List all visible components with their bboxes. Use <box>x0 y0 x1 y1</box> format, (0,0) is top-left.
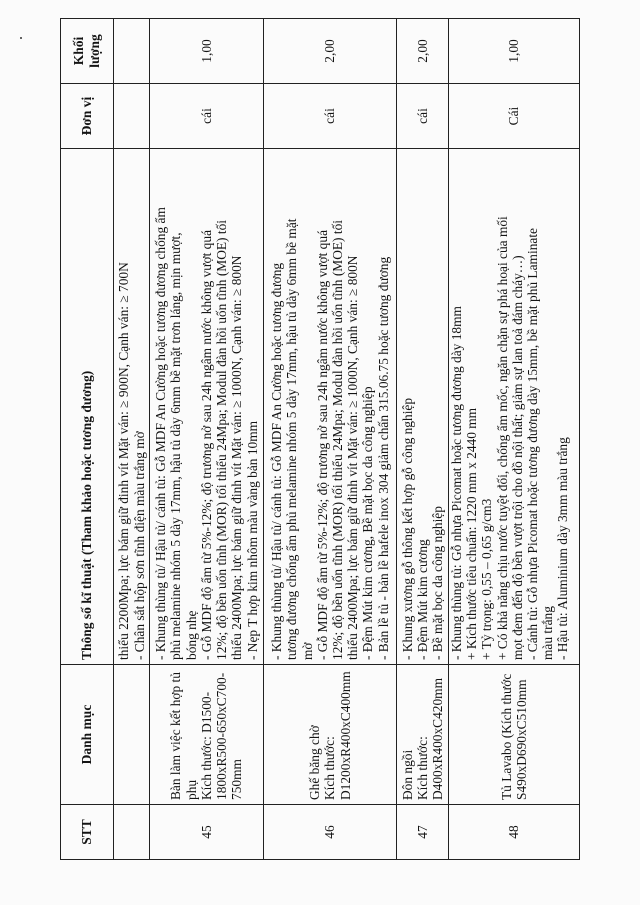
row-spec-line: - Bề mặt bọc da công nghiệp <box>430 506 446 660</box>
row-unit: Cái <box>449 84 580 149</box>
row-name-line: S490xD690xC510mm <box>514 679 529 800</box>
row-spec-line: + Có khả năng chịu nước tuyệt đối, chống ẩm mốc, ngăn chặn sự phá hoại của mối <box>494 216 510 660</box>
row-name-line: phụ <box>183 779 199 800</box>
row-spec-line: - Bản lề tủ - bản lề hafele inox 304 giảm chấn 315.06.75 hoặc tương đương <box>375 256 391 660</box>
row-spec-line: - Đệm Mút kim cương <box>414 539 430 660</box>
row-spec-line: tương đương chống ẩm phủ melamine nhóm 5 dày 17mm, hậu tủ dày 6mm bề mặt <box>284 218 300 660</box>
row-spec-line: phủ melamine nhóm 5 dày 17mm, hậu tủ dày 6mm bề mặt trơn láng, mịn mượt, <box>168 232 184 660</box>
row-spec-line: thiểu 2400Mpa; lực bám giữ đinh vít Mặt ván: ≥ 1000N, Cạnh ván: ≥ 800N <box>345 255 361 660</box>
row-unit: cái <box>397 84 449 149</box>
table-row-48 <box>449 19 580 860</box>
table-row-46 <box>264 19 397 860</box>
row-spec-cell <box>150 149 264 665</box>
row-spec-line: bóng nhẹ <box>183 610 199 660</box>
row-name-line: Kích thước: <box>322 736 338 800</box>
row-name-line: Kích thước: <box>414 736 430 800</box>
row-spec-line: 12%; độ bền uốn tĩnh (MOR) tối thiểu 24Mpa; Modul đàn hồi uốn tĩnh (MOE) tối <box>330 219 345 660</box>
spec-table <box>60 18 580 860</box>
continuation-spec-line: - Chân sắt hộp sơn tĩnh điện màu trắng mờ <box>131 431 147 660</box>
continuation-spec-line: thiểu 2200Mpa; lực bám giữ đinh vít Mặt ván: ≥ 900N, Cạnh ván: ≥ 700N <box>116 262 132 660</box>
row-spec-line: - Khung xương gỗ thông kết hợp gỗ công nghiệp <box>399 397 415 660</box>
row-name-line: 1800xR500-650xC700- <box>214 672 230 800</box>
row-name-line: D1200xR400xC400mm <box>337 671 353 800</box>
row-stt: 48 <box>449 805 580 860</box>
row-spec-line: - Khung thùng tủ/ Hậu tủ/ cánh tủ: Gỗ MDF An Cường hoặc tương đương chống ẩm <box>153 207 169 660</box>
scan-speck <box>20 37 22 39</box>
row-name-line: Kích thước: D1500- <box>198 691 214 800</box>
row-spec-line: - Đệm Mút kim cương, Bề mặt bọc da công nghiệp <box>360 386 376 660</box>
row-name-line: 750mm <box>229 759 245 800</box>
row-stt: 47 <box>397 805 449 860</box>
row-qty: 1,00 <box>150 19 264 84</box>
continuation-qty-cell <box>114 19 150 84</box>
header-unit: Đơn vị <box>61 84 114 149</box>
row-spec-line: thiểu 2400Mpa; lực bám giữ đinh vít Mặt ván: ≥ 1000N, Cạnh ván: ≥ 800N <box>229 255 245 660</box>
continuation-name-cell <box>114 665 150 805</box>
row-name-cell <box>150 665 264 805</box>
row-spec-cell <box>449 149 580 665</box>
row-qty: 1,00 <box>449 19 580 84</box>
row-spec-line: mọt đem đến độ bền vượt trội cho đồ nội thất; giảm sự lan toả đám cháy…) <box>509 255 525 660</box>
row-name-cell <box>449 665 580 805</box>
row-qty: 2,00 <box>264 19 397 84</box>
row-name-line: Ghế băng chờ <box>307 725 323 800</box>
rotated-table-wrapper <box>60 34 578 860</box>
row-spec-line: - Gỗ MDF độ ẩm từ 5%-12%; độ trương nở sau 24h ngâm nước không vượt quá <box>314 229 330 660</box>
table-row-47 <box>397 19 449 860</box>
row-spec-line: màu trắng <box>540 606 556 660</box>
continuation-unit-cell <box>114 84 150 149</box>
row-name-line: Đôn ngồi <box>399 749 415 800</box>
row-spec-line: + Kích thước tiêu chuẩn: 1220 mm x 2440 mm <box>464 407 480 660</box>
header-row <box>61 19 114 860</box>
row-unit: cái <box>150 84 264 149</box>
header-name: Danh mục <box>61 665 114 805</box>
row-qty: 2,00 <box>397 19 449 84</box>
row-name-line: Bàn làm việc kết hợp tủ <box>168 672 184 800</box>
row-spec-line: - Gỗ MDF độ ẩm từ 5%-12%; độ trương nở sau 24h ngâm nước không vượt quá <box>198 229 214 660</box>
header-stt: STT <box>61 805 114 860</box>
row-name-cell <box>264 665 397 805</box>
row-stt: 45 <box>150 805 264 860</box>
row-name-cell <box>397 665 449 805</box>
row-spec-cell <box>264 149 397 665</box>
header-qty: Khối lượng <box>61 19 114 84</box>
row-name-line: D400xR400xC420mm <box>430 677 446 800</box>
row-name-line: Tủ Lavabo (Kích thước <box>498 673 514 800</box>
continuation-row <box>114 19 150 860</box>
row-unit: cái <box>264 84 397 149</box>
header-spec: Thông số kĩ thuật (Tham khảo hoặc tương đương) <box>61 149 114 665</box>
row-spec-cell <box>397 149 449 665</box>
continuation-spec-cell <box>114 149 150 665</box>
row-spec-line: - Hậu tủ: Aluminium dày 3mm màu trắng <box>555 437 571 660</box>
table-row-45 <box>150 19 264 860</box>
row-spec-line: 12%; độ bền uốn tĩnh (MOR) tối thiểu 24Mpa; Modul đàn hồi uốn tĩnh (MOE) tối <box>214 219 230 660</box>
row-spec-line: - Khung thùng tủ/ Hậu tủ/ cánh tủ: Gỗ MDF An Cường hoặc tương đương <box>269 262 285 660</box>
row-stt: 46 <box>264 805 397 860</box>
row-spec-line: + Tỷ trọng: 0,55 – 0,65 g/cm3 <box>479 498 495 660</box>
row-spec-line: - Khung thùng tủ: Gỗ nhựa Picomat hoặc tương đương dày 18mm <box>449 306 464 660</box>
row-spec-line: mờ <box>299 642 315 660</box>
row-spec-line: - Nẹp T hợp kim nhôm màu vàng bản 10mm <box>244 420 260 660</box>
continuation-stt-cell <box>114 805 150 860</box>
row-spec-line: - Cánh tủ: Gỗ nhựa Picomat hoặc tương đương dày 15mm, bề mặt phủ Laminate <box>525 228 541 660</box>
